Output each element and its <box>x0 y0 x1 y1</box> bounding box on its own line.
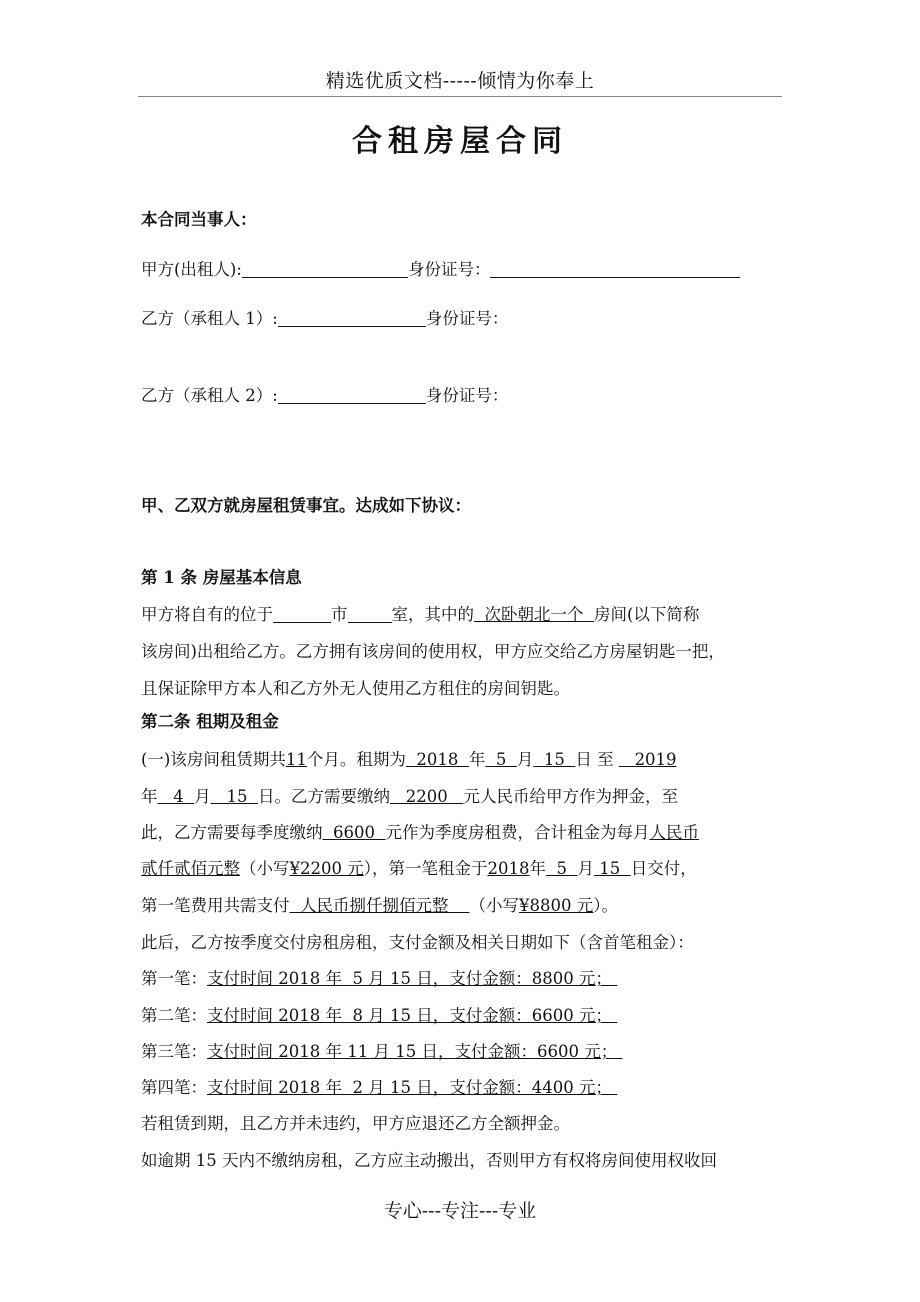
start-year: 2018 <box>405 750 469 769</box>
first-rent-text-b: 日交付， <box>630 859 697 878</box>
payment-detail: 支付时间 2018 年 8 月 15 日，支付金额：6600 元； <box>207 1006 618 1025</box>
first-total-words: 人民币捌仟捌佰元整 <box>289 896 470 915</box>
landlord-name-blank <box>242 260 408 278</box>
document-title: 合租房屋合同 <box>352 124 568 159</box>
header-rule <box>138 96 782 97</box>
monthly-rent-words: 贰仟贰佰元整 <box>141 859 240 878</box>
first-total-number: ¥8800 元 <box>518 896 594 915</box>
payment-detail: 支付时间 2018 年 2 月 15 日，支付金额：4400 元； <box>207 1078 618 1097</box>
article2-line5 <box>141 895 618 917</box>
end-day: 15 <box>210 787 258 806</box>
quarter-rent-text: 此，乙方需要每季度缴纳 <box>141 823 323 842</box>
page-header: 精选优质文档-----倾情为你奉上 <box>325 70 595 92</box>
room-description: 次卧朝北一个 <box>474 605 594 624</box>
article2-line4 <box>141 858 697 880</box>
article1-text-b: 市 <box>331 605 348 624</box>
landlord-id-blank <box>490 260 740 278</box>
payment-detail: 支付时间 2018 年 11 月 15 日，支付金额：6600 元； <box>207 1042 623 1061</box>
payment-schedule-intro: 此后，乙方按季度交付房租房租，支付金额及相关日期如下（含首笔租金）： <box>141 933 694 952</box>
start-month: 5 <box>485 750 517 769</box>
tenant2-line <box>141 385 508 407</box>
deposit-text-b: 元人民币给甲方作为押金，至 <box>463 787 678 806</box>
tenant1-label: 乙方（承租人 1）: <box>141 309 278 328</box>
payment-detail: 支付时间 2018 年 5 月 15 日，支付金额：8800 元； <box>207 969 618 988</box>
landlord-line <box>141 259 740 281</box>
lowercase-open: （小写 <box>469 896 519 915</box>
month-char: 月 <box>577 859 594 878</box>
deposit-refund-clause: 若租赁到期，且乙方并未违约，甲方应退还乙方全额押金。 <box>141 1114 570 1133</box>
article1-text-a: 甲方将自有的位于 <box>141 605 273 624</box>
payment-label: 第一笔： <box>141 969 207 988</box>
first-month: 5 <box>545 859 578 878</box>
article2-line1 <box>141 749 677 771</box>
article1-line3: 且保证除甲方本人和乙方外无人使用乙方租住的房间钥匙。 <box>141 679 570 698</box>
payment-row <box>141 1077 617 1099</box>
article2-line3 <box>141 822 699 844</box>
year-char: 年 <box>468 750 486 769</box>
first-total-close: ）。 <box>593 896 618 915</box>
late-payment-clause: 如逾期 15 天内不缴纳房租，乙方应主动搬出，否则甲方有权将房间使用权收回 <box>141 1151 717 1170</box>
agreement-intro: 甲、乙双方就房屋租赁事宜。达成如下协议： <box>141 496 471 515</box>
payment-row <box>141 1041 622 1063</box>
lease-period-text: 个月。租期为 <box>306 750 406 769</box>
lease-term-text: (一)该房间租赁期共 <box>141 750 286 769</box>
page-footer: 专心---专注---专业 <box>383 1200 537 1222</box>
day-char: 日 <box>575 750 592 769</box>
deposit-amount: 2200 <box>389 787 464 806</box>
end-month: 4 <box>157 787 195 806</box>
monthly-rent-currency: 人民币 <box>649 823 699 842</box>
article1-heading: 第 1 条 房屋基本信息 <box>141 568 302 587</box>
payment-label: 第三笔： <box>141 1042 207 1061</box>
payment-row <box>141 968 617 990</box>
lease-months: 11 <box>285 750 307 769</box>
tenant2-id-label: 身份证号： <box>425 386 509 405</box>
article1-line1 <box>141 604 699 626</box>
tenant1-line <box>141 308 508 330</box>
tenant2-label: 乙方（承租人 2）: <box>141 386 278 405</box>
tenant2-name-blank <box>278 386 426 404</box>
article1-text-d: 房间(以下简称 <box>593 605 700 624</box>
payment-row <box>141 1005 617 1027</box>
start-day: 15 <box>533 750 576 769</box>
article2-heading: 第二条 租期及租金 <box>141 712 279 731</box>
payment-label: 第四笔： <box>141 1078 207 1097</box>
month-char: 月 <box>516 750 534 769</box>
year-char: 年 <box>529 859 546 878</box>
article1-line2: 该房间)出租给乙方。乙方拥有该房间的使用权，甲方应交给乙方房屋钥匙一把， <box>141 642 725 661</box>
first-day: 15 <box>593 859 631 878</box>
to-char: 至 <box>597 750 614 769</box>
monthly-rent-text: 元作为季度房租费，合计租金为每月 <box>385 823 650 842</box>
parties-heading: 本合同当事人： <box>141 210 257 229</box>
month-char: 月 <box>194 787 211 806</box>
landlord-id-label: 身份证号： <box>407 260 491 279</box>
payment-label: 第二笔： <box>141 1006 207 1025</box>
end-year: 2019 <box>618 750 677 769</box>
deposit-text: 日。乙方需要缴纳 <box>257 787 390 806</box>
city-blank <box>273 605 331 623</box>
year-char: 年 <box>141 787 158 806</box>
tenant1-name-blank <box>278 309 426 327</box>
quarter-rent-amount: 6600 <box>322 823 386 842</box>
tenant1-id-label: 身份证号： <box>425 309 509 328</box>
first-year: 2018 <box>487 859 530 878</box>
first-total-text: 第一笔费用共需支付 <box>141 896 290 915</box>
lowercase-open: （小写 <box>240 859 290 878</box>
first-rent-text: ），第一笔租金于 <box>363 859 488 878</box>
article1-text-c: 室，其中的 <box>391 605 474 624</box>
article2-line2 <box>141 786 678 808</box>
landlord-label: 甲方(出租人): <box>141 260 242 279</box>
room-number-blank <box>348 605 392 623</box>
monthly-rent-number: ¥2200 元 <box>289 859 364 878</box>
